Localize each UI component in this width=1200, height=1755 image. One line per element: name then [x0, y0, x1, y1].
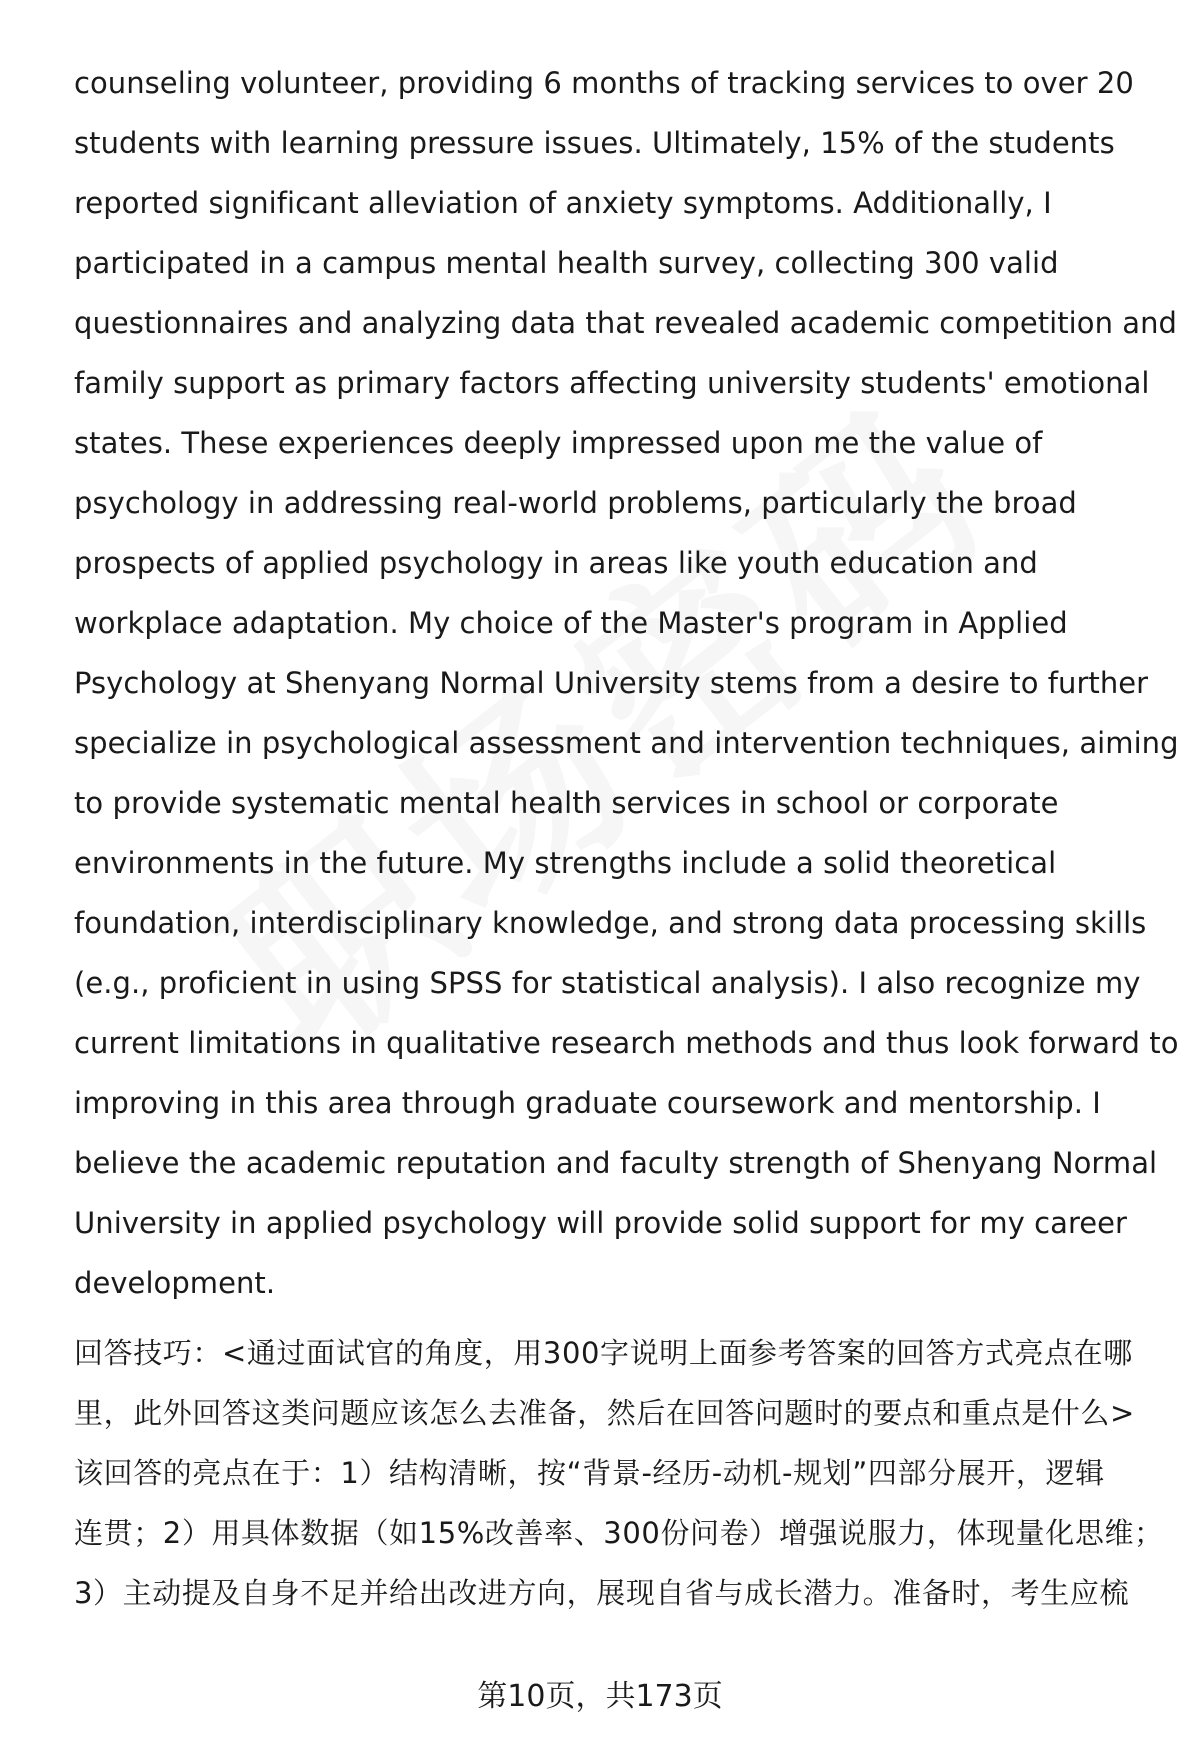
paragraph-line: environments in the future. My strengths include a solid theoretical [74, 846, 1057, 880]
paragraph-line: reported significant alleviation of anxiety symptoms. Additionally, I [74, 186, 1052, 220]
paragraph-line: current limitations in qualitative research methods and thus look forward to [74, 1026, 1179, 1060]
paragraph-line: (e.g., proficient in using SPSS for statistical analysis). I also recognize my [74, 966, 1141, 1000]
paragraph-line: counseling volunteer, providing 6 months of tracking services to over 20 [74, 66, 1134, 100]
paragraph-line: psychology in addressing real-world problems, particularly the broad [74, 486, 1077, 520]
document-body [74, 53, 1179, 1623]
paragraph-line: questionnaires and analyzing data that revealed academic competition and [74, 306, 1177, 340]
paragraph-line: improving in this area through graduate coursework and mentorship. I [74, 1086, 1101, 1120]
paragraph-line: development. [74, 1266, 276, 1300]
paragraph-line: to provide systematic mental health services in school or corporate [74, 786, 1059, 820]
paragraph-line: participated in a campus mental health survey, collecting 300 valid [74, 246, 1059, 280]
paragraph-line: students with learning pressure issues. Ultimately, 15% of the students [74, 126, 1115, 160]
paragraph-line: states. These experiences deeply impressed upon me the value of [74, 426, 1043, 460]
paragraph-line: University in applied psychology will provide solid support for my career [74, 1206, 1128, 1240]
paragraph-line: believe the academic reputation and faculty strength of Shenyang Normal [74, 1146, 1158, 1180]
tips-line: 3）主动提及自身不足并给出改进方向，展现自省与成长潜力。准备时，考生应梳 [74, 1576, 1130, 1610]
answer-tips-section [74, 1323, 1164, 1623]
paragraph-line: family support as primary factors affecting university students' emotional [74, 366, 1150, 400]
paragraph-line: workplace adaptation. My choice of the Master's program in Applied [74, 606, 1068, 640]
tips-line: 里，此外回答这类问题应该怎么去准备，然后在回答问题时的要点和重点是什么> [74, 1396, 1135, 1430]
paragraph-line: specialize in psychological assessment and intervention techniques, aiming [74, 726, 1179, 760]
english-answer-paragraph [74, 53, 1179, 1313]
tips-line: 连贯；2）用具体数据（如15%改善率、300份问卷）增强说服力，体现量化思维； [74, 1516, 1164, 1550]
tips-line: 回答技巧：<通过面试官的角度，用300字说明上面参考答案的回答方式亮点在哪 [74, 1336, 1133, 1370]
page-number: 第10页，共173页 [477, 1679, 723, 1714]
paragraph-line: foundation, interdisciplinary knowledge, and strong data processing skills [74, 906, 1147, 940]
paragraph-line: prospects of applied psychology in areas like youth education and [74, 546, 1038, 580]
tips-line: 该回答的亮点在于：1）结构清晰，按“背景-经历-动机-规划”四部分展开，逻辑 [74, 1456, 1105, 1490]
paragraph-line: Psychology at Shenyang Normal University stems from a desire to further [74, 666, 1149, 700]
